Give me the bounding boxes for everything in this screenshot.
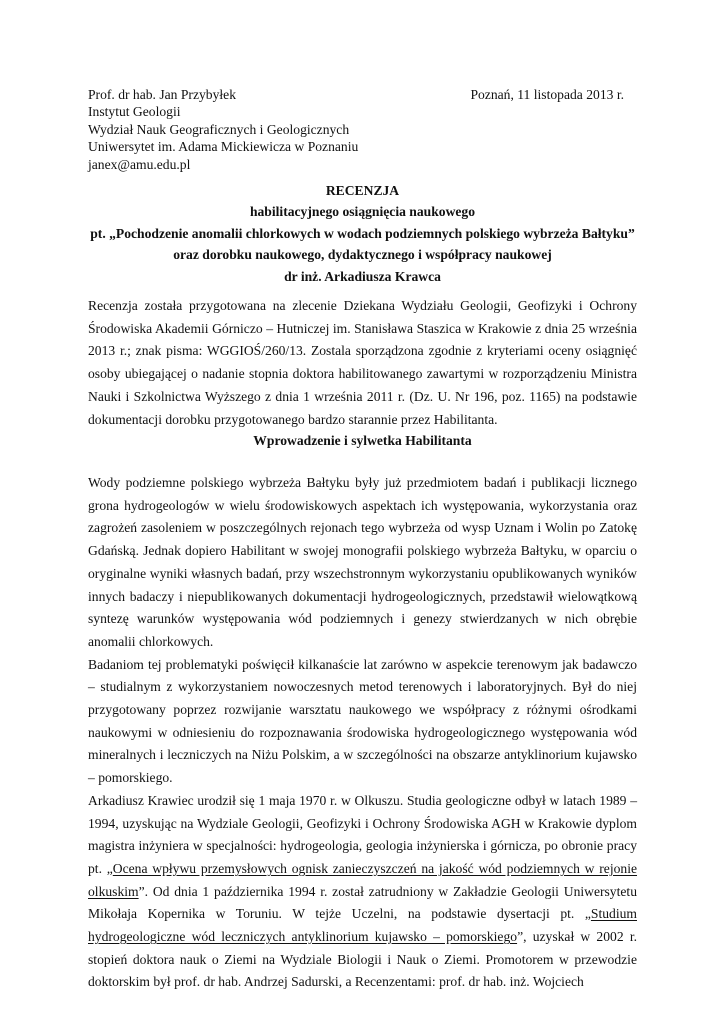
paragraph-3-part-2: ”. Od dnia 1 października 1994 r. został zatrudniony w Zakładzie Geologii Uniwersytetu Mikołaja Kopernika w Toruniu. W tejże Uczelni, na podstawie dysertacji pt. „ bbox=[88, 883, 637, 922]
author-email: janex@amu.edu.pl bbox=[88, 156, 191, 172]
main-text bbox=[88, 472, 637, 994]
intro-section bbox=[88, 295, 637, 431]
title-line-subject: habilitacyjnego osiągnięcia naukowego bbox=[249, 204, 476, 220]
paragraph-3-part-3: ”, uzyskał w 2002 r. stopień doktora nauk o Ziemi na Wydziale Biologii i Nauk o Ziemi. Promotorem w przewodzie doktorskim był prof. dr hab. Andrzej Sadurski, a Recenzentami: prof. dr hab. inż. Wojciech bbox=[88, 929, 637, 990]
paragraph-3-part-1: Arkadiusz Krawiec urodził się 1 maja 1970 r. w Olkuszu. Studia geologiczne odbył w latach 1989 – 1994, uzyskując na Wydziale Geologii, Geofizyki i Ochrony Środowiska AGH w Krakowie dyplom magistra inżyniera w specjalności: hydrogeologia, geologia inżynierska i górnicza, po obronie pracy pt. „ bbox=[88, 792, 637, 876]
author-name: Prof. dr hab. Jan Przybyłek bbox=[88, 87, 236, 102]
institute: Instytut Geologii bbox=[88, 104, 181, 120]
title-line-scope: oraz dorobku naukowego, dydaktycznego i współpracy naukowej bbox=[173, 247, 552, 263]
title-line-monograph: pt. „Pochodzenie anomalii chlorkowych w wodach podziemnych polskiego wybrzeża Bałtyku” bbox=[90, 225, 635, 241]
paragraph-1: Wody podziemne polskiego wybrzeża Bałtyku były już przedmiotem badań i publikacji licznego grona hydrogeologów w wielu środowiskowych aspektach ich występowania, wykorzystania oraz zagrożeń zasoleniem w poszczególnych rejonach tego wybrzeża od wysp Uznam i Wolin po Zatokę Gdańską. Jednak dopiero Habilitant w swojej monografii polskiego wybrzeża Bałtyku, w oparciu o oryginalne wyniki własnych badań, przy wszechstronnym wykorzystaniu opublikowanych wyników innych badaczy i niepublikowanych dokumentacji hydrogeologicznych, przedstawił wielowątkową syntezę warunków występowania wód podziemnych i genezy stwierdzanych w nich obrębie anomalii chlorkowych. bbox=[88, 475, 637, 649]
place-date: Poznań, 11 listopada 2013 r. bbox=[470, 87, 624, 102]
title-line-candidate: dr inż. Arkadiusza Krawca bbox=[284, 268, 441, 284]
dissertation-title: Studium hydrogeologiczne wód leczniczych antyklinorium kujawsko – pomorskiego bbox=[88, 906, 637, 945]
faculty: Wydział Nauk Geograficznych i Geologicznych bbox=[88, 121, 350, 137]
review-title bbox=[88, 180, 637, 287]
paragraph-3 bbox=[88, 790, 637, 994]
university: Uniwersytet im. Adama Mickiewicza w Poznaniu bbox=[88, 139, 359, 155]
masters-thesis-title: Ocena wpływu przemysłowych ognisk zanieczyszczeń na jakość wód podziemnych w rejonie olkuskim bbox=[88, 860, 638, 899]
title-line-review: RECENZJA bbox=[325, 183, 400, 198]
intro-paragraph: Recenzja została przygotowana na zlecenie Dziekana Wydziału Geologii, Geofizyki i Ochrony Środowiska Akademii Górniczo – Hutniczej im. Stanisława Staszica w Krakowie z dnia 25 września 2013 r.; znak pisma: WGGIOŚ/260/13. Zostala sporządzona zgodnie z kryteriami oceny osiągnięć osoby ubiegającej o nadanie stopnia doktora habilitowanego zawartymi w rozporządzeniu Ministra Nauki i Szkolnictwa Wyższego z dnia 1 września 2011 r. (Dz. U. Nr 196, poz. 1165) na podstawie dokumentacji dorobku przygotowanego bardzo starannie przez Habilitanta. bbox=[88, 298, 637, 427]
paragraph-2: Badaniom tej problematyki poświęcił kilkanaście lat zarówno w aspekcie terenowym jak badawczo – studialnym z wykorzystaniem nowoczesnych metod terenowych i laboratoryjnych. Był do niej przygotowany poprzez rozwijanie warsztatu naukowego we współpracy z różnymi ośrodkami naukowymi w odniesieniu do rozpoznawania środowiska hydrogeologicznego występowania wód mineralnych i leczniczych na Niżu Polskim, a w szczególności na obszarze antyklinorium kujawsko – pomorskiego. bbox=[88, 656, 637, 786]
author-block bbox=[88, 86, 358, 173]
section-heading: Wprowadzenie i sylwetka Habilitanta bbox=[253, 433, 472, 448]
